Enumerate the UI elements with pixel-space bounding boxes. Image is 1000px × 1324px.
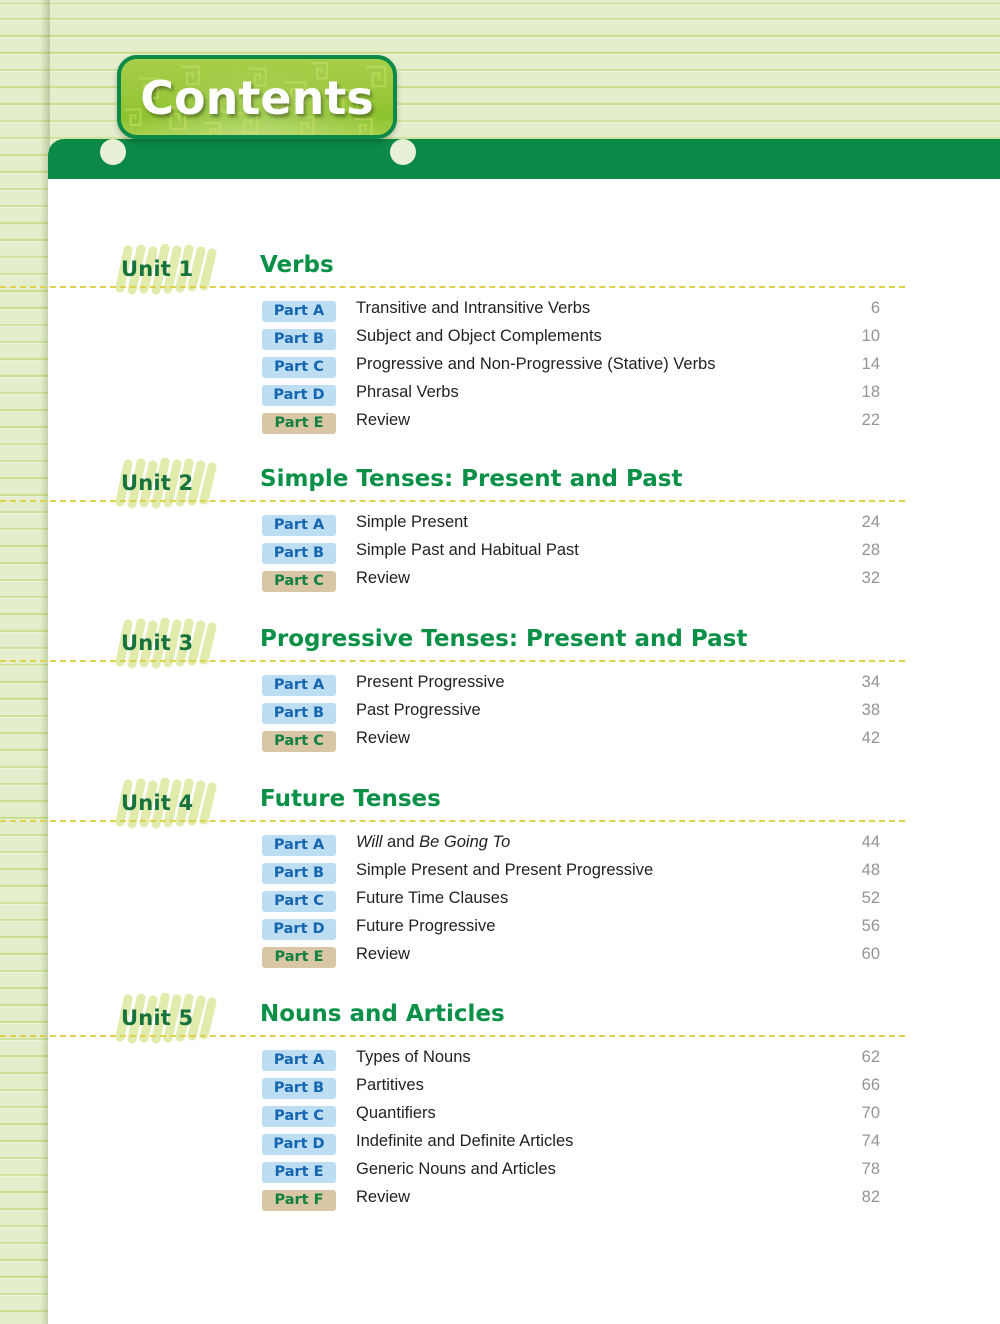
part-badge <box>262 329 336 350</box>
part-title: Present Progressive <box>356 673 505 691</box>
part-badge <box>262 301 336 322</box>
unit-title: Verbs <box>260 252 334 278</box>
part-badge-label: Part F <box>274 1192 324 1208</box>
part-row[interactable] <box>0 568 1000 596</box>
part-title: Types of Nouns <box>356 1048 471 1066</box>
part-badge-label: Part D <box>273 387 325 403</box>
part-row[interactable] <box>0 1159 1000 1187</box>
part-row[interactable] <box>0 1103 1000 1131</box>
part-page-number: 70 <box>861 1104 880 1122</box>
part-badge <box>262 1078 336 1099</box>
part-row[interactable] <box>0 382 1000 410</box>
part-page-number: 66 <box>861 1076 880 1094</box>
part-badge <box>262 919 336 940</box>
unit-section <box>0 464 1000 596</box>
part-badge-label: Part B <box>273 1080 325 1096</box>
part-title: Past Progressive <box>356 701 481 719</box>
part-badge-label: Part D <box>273 921 325 937</box>
part-title: Phrasal Verbs <box>356 383 459 401</box>
part-title: Review <box>356 1188 411 1206</box>
unit-title: Future Tenses <box>260 786 441 812</box>
part-row[interactable] <box>0 860 1000 888</box>
part-page-number: 60 <box>861 945 880 963</box>
part-page-number: 22 <box>861 411 880 429</box>
unit-label: Unit 4 <box>121 791 194 815</box>
unit-title: Progressive Tenses: Present and Past <box>260 626 748 652</box>
part-badge-label: Part A <box>273 517 325 533</box>
part-row[interactable] <box>0 728 1000 756</box>
part-title: Transitive and Intransitive Verbs <box>356 299 591 317</box>
part-row[interactable] <box>0 1187 1000 1215</box>
part-list <box>0 292 1000 438</box>
part-title: Review <box>356 729 411 747</box>
part-title: Review <box>356 945 411 963</box>
part-page-number: 74 <box>861 1132 880 1150</box>
part-list <box>0 826 1000 972</box>
part-badge <box>262 731 336 752</box>
part-badge <box>262 947 336 968</box>
header-notch-cut-left <box>100 139 126 165</box>
part-badge-label: Part A <box>273 677 325 693</box>
unit-header <box>0 250 1000 292</box>
part-title: Quantifiers <box>356 1104 436 1122</box>
part-badge <box>262 1190 336 1211</box>
part-page-number: 52 <box>861 889 880 907</box>
part-badge-label: Part D <box>273 1136 325 1152</box>
part-row[interactable] <box>0 1047 1000 1075</box>
part-page-number: 6 <box>870 299 880 317</box>
part-badge-label: Part C <box>274 573 324 589</box>
part-title: Will and Be Going To <box>356 833 511 851</box>
part-title: Simple Past and Habitual Past <box>356 541 579 559</box>
part-badge-label: Part A <box>273 303 325 319</box>
part-title: Subject and Object Complements <box>356 327 602 345</box>
unit-dashed-rule <box>0 820 905 822</box>
part-title: Future Progressive <box>356 917 496 935</box>
part-page-number: 18 <box>861 383 880 401</box>
part-badge <box>262 385 336 406</box>
part-title: Review <box>356 411 411 429</box>
part-badge-label: Part E <box>274 415 324 431</box>
part-page-number: 42 <box>861 729 880 747</box>
unit-header <box>0 464 1000 506</box>
part-list <box>0 1041 1000 1215</box>
part-row[interactable] <box>0 944 1000 972</box>
part-row[interactable] <box>0 410 1000 438</box>
part-page-number: 14 <box>861 355 880 373</box>
part-row[interactable] <box>0 326 1000 354</box>
part-row[interactable] <box>0 1131 1000 1159</box>
part-row[interactable] <box>0 298 1000 326</box>
part-title: Progressive and Non-Progressive (Stative) Verbs <box>356 355 716 373</box>
part-row[interactable] <box>0 672 1000 700</box>
part-badge <box>262 703 336 724</box>
part-badge <box>262 413 336 434</box>
part-badge <box>262 891 336 912</box>
part-page-number: 56 <box>861 917 880 935</box>
part-page-number: 38 <box>861 701 880 719</box>
part-title: Indefinite and Definite Articles <box>356 1132 574 1150</box>
part-row[interactable] <box>0 1075 1000 1103</box>
part-badge-label: Part B <box>273 865 325 881</box>
part-badge <box>262 1050 336 1071</box>
part-badge-label: Part C <box>274 893 324 909</box>
part-page-number: 10 <box>861 327 880 345</box>
contents-tab <box>117 55 397 139</box>
part-list <box>0 666 1000 756</box>
part-row[interactable] <box>0 512 1000 540</box>
part-row[interactable] <box>0 888 1000 916</box>
part-badge-label: Part B <box>273 705 325 721</box>
part-badge <box>262 675 336 696</box>
part-page-number: 44 <box>861 833 880 851</box>
part-list <box>0 506 1000 596</box>
unit-label: Unit 3 <box>121 631 194 655</box>
part-title: Future Time Clauses <box>356 889 509 907</box>
part-page-number: 28 <box>861 541 880 559</box>
part-row[interactable] <box>0 700 1000 728</box>
unit-label: Unit 5 <box>121 1006 194 1030</box>
part-badge <box>262 835 336 856</box>
part-page-number: 32 <box>861 569 880 587</box>
header-notch-cut-right <box>390 139 416 165</box>
part-title: Simple Present <box>356 513 468 531</box>
part-badge-label: Part A <box>273 1052 325 1068</box>
part-badge-label: Part A <box>273 837 325 853</box>
part-badge-label: Part E <box>274 949 324 965</box>
part-title: Partitives <box>356 1076 424 1094</box>
part-badge-label: Part C <box>274 1108 324 1124</box>
part-badge <box>262 357 336 378</box>
part-row[interactable] <box>0 916 1000 944</box>
part-badge-label: Part C <box>274 733 324 749</box>
part-row[interactable] <box>0 832 1000 860</box>
unit-header <box>0 784 1000 826</box>
part-badge-label: Part B <box>273 545 325 561</box>
unit-label: Unit 1 <box>121 257 194 281</box>
part-badge <box>262 571 336 592</box>
unit-dashed-rule <box>0 660 905 662</box>
part-badge-label: Part E <box>274 1164 324 1180</box>
part-badge <box>262 543 336 564</box>
unit-header <box>0 624 1000 666</box>
unit-header <box>0 999 1000 1041</box>
unit-dashed-rule <box>0 1035 905 1037</box>
part-page-number: 78 <box>861 1160 880 1178</box>
unit-title: Simple Tenses: Present and Past <box>260 466 683 492</box>
part-row[interactable] <box>0 540 1000 568</box>
part-page-number: 48 <box>861 861 880 879</box>
unit-section <box>0 250 1000 438</box>
unit-section <box>0 784 1000 972</box>
header-green-bar <box>48 139 1000 179</box>
part-title: Simple Present and Present Progressive <box>356 861 654 879</box>
part-page-number: 82 <box>861 1188 880 1206</box>
page-title: Contents <box>140 71 374 125</box>
part-page-number: 34 <box>861 673 880 691</box>
part-badge <box>262 1106 336 1127</box>
part-badge <box>262 1162 336 1183</box>
unit-title: Nouns and Articles <box>260 1001 505 1027</box>
part-page-number: 24 <box>861 513 880 531</box>
part-title: Review <box>356 569 411 587</box>
unit-section <box>0 999 1000 1215</box>
part-page-number: 62 <box>861 1048 880 1066</box>
unit-dashed-rule <box>0 500 905 502</box>
part-title: Generic Nouns and Articles <box>356 1160 556 1178</box>
part-badge <box>262 863 336 884</box>
part-badge-label: Part C <box>274 359 324 375</box>
part-row[interactable] <box>0 354 1000 382</box>
part-badge <box>262 515 336 536</box>
unit-dashed-rule <box>0 286 905 288</box>
unit-label: Unit 2 <box>121 471 194 495</box>
unit-section <box>0 624 1000 756</box>
part-badge-label: Part B <box>273 331 325 347</box>
part-badge <box>262 1134 336 1155</box>
